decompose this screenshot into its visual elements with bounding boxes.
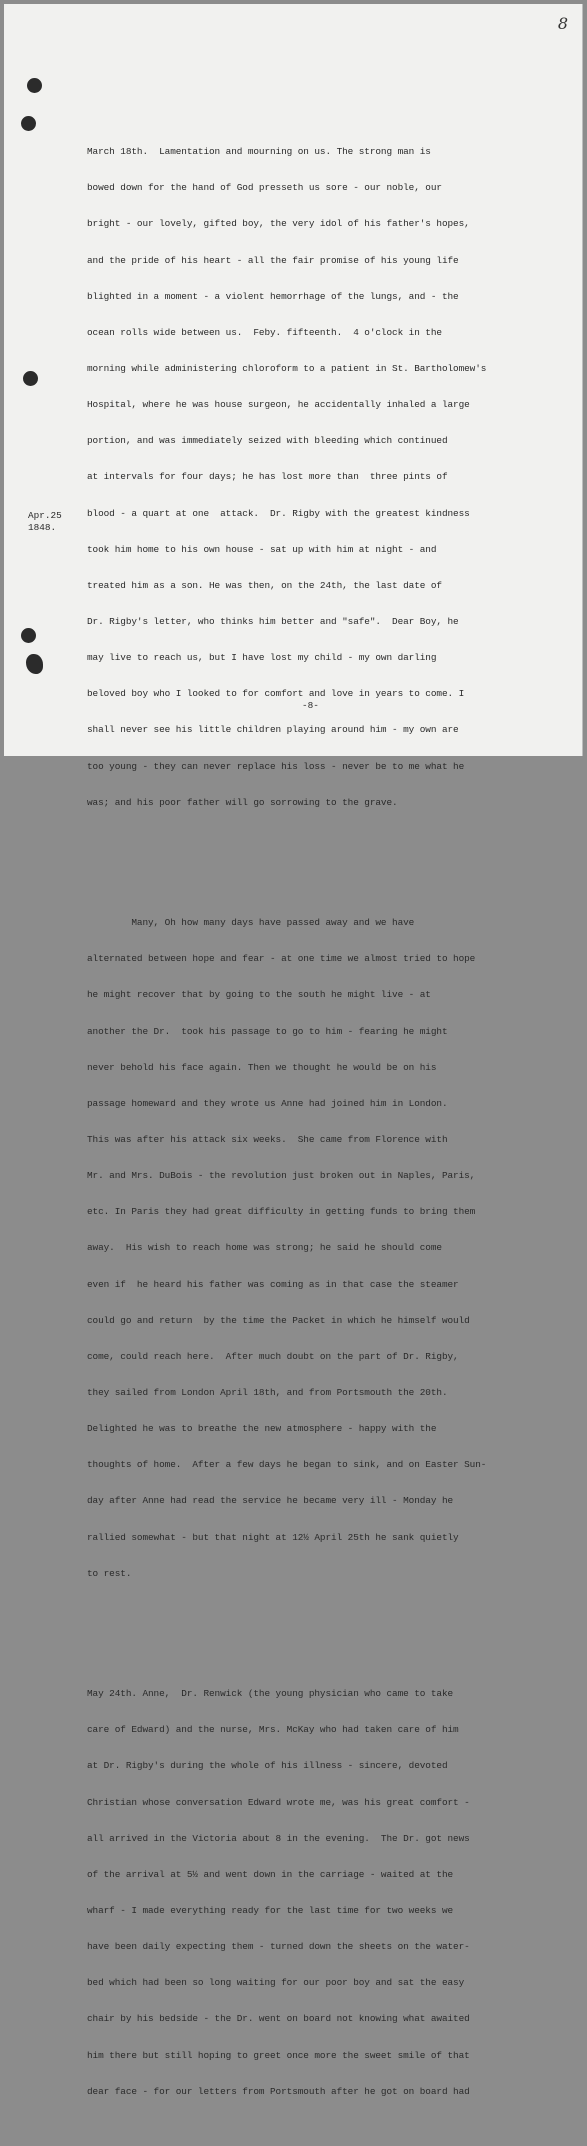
text-line: to rest. <box>87 1567 132 1579</box>
text-line: ocean rolls wide between us. Feby. fifteenth. 4 o'clock in the <box>87 326 442 338</box>
text-line: Christian whose conversation Edward wrote me, was his great comfort - <box>87 1796 470 1808</box>
text-line: blood - a quart at one attack. Dr. Rigby with the greatest kindness <box>87 507 470 519</box>
text-line: took him home to his own house - sat up with him at night - and <box>87 543 437 555</box>
text-line: Mr. and Mrs. DuBois - the revolution just broken out in Naples, Paris, <box>87 1170 476 1182</box>
text-line: bowed down for the hand of God presseth us sore - our noble, our <box>87 182 442 194</box>
text-line: Hospital, where he was house surgeon, he accidentally inhaled a large <box>87 399 470 411</box>
text-line: alternated between hope and fear - at one time we almost tried to hope <box>87 953 476 965</box>
text-line: come, could reach here. After much doubt on the part of Dr. Rigby, <box>87 1350 459 1362</box>
text-line: thoughts of home. After a few days he began to sink, and on Easter Sun- <box>87 1459 487 1471</box>
text-line: care of Edward) and the nurse, Mrs. McKay who had taken care of him <box>87 1724 459 1736</box>
binder-hole-torn <box>26 654 43 674</box>
text-line: at intervals for four days; he has lost more than three pints of <box>87 471 448 483</box>
paragraph-march-18 <box>87 122 567 833</box>
text-line: could go and return by the time the Packet in which he himself would <box>87 1314 470 1326</box>
binder-hole-4 <box>21 628 36 643</box>
text-line: never behold his face again. Then we thought he would be on his <box>87 1061 437 1073</box>
text-line: day after Anne had read the service he became very ill - Monday he <box>87 1495 454 1507</box>
text-line: away. His wish to reach home was strong; he said he should come <box>87 1242 442 1254</box>
text-line: he might recover that by going to the south he might live - at <box>87 989 431 1001</box>
text-line: and the pride of his heart - all the fair promise of his young life <box>87 254 459 266</box>
margin-note-line: Apr.25 <box>28 510 62 521</box>
text-line: bright - our lovely, gifted boy, the very idol of his father's hopes, <box>87 218 470 230</box>
text-line: This was after his attack six weeks. She came from Florence with <box>87 1134 448 1146</box>
document-body <box>87 98 567 2146</box>
text-line: portion, and was immediately seized with bleeding which continued <box>87 435 448 447</box>
paragraph-gap <box>87 857 567 869</box>
text-line: rallied somewhat - but that night at 12½ April 25th he sank quietly <box>87 1531 459 1543</box>
typed-page <box>4 4 583 2097</box>
text-line: bed which had been so long waiting for our poor boy and sat the easy <box>87 1977 465 1989</box>
text-line: him there but still hoping to greet once more the sweet smile of that <box>87 2049 470 2061</box>
paragraph-may-24 <box>87 1664 567 2122</box>
text-line: was; and his poor father will go sorrowing to the grave. <box>87 796 398 808</box>
text-line: may live to reach us, but I have lost my child - my own darling <box>87 652 437 664</box>
text-line: of the arrival at 5½ and went down in the carriage - waited at the <box>87 1868 454 1880</box>
text-line: all arrived in the Victoria about 8 in the evening. The Dr. got news <box>87 1832 470 1844</box>
text-line: even if he heard his father was coming as in that case the steamer <box>87 1278 459 1290</box>
margin-note-line: 1848. <box>28 522 57 533</box>
margin-date-note <box>28 510 62 534</box>
text-line: chair by his bedside - the Dr. went on board not knowing what awaited <box>87 2013 470 2025</box>
text-line: March 18th. Lamentation and mourning on us. The strong man is <box>87 146 431 158</box>
paragraph-many-days <box>87 893 567 1604</box>
text-line: beloved boy who I looked to for comfort and love in years to come. I <box>87 688 465 700</box>
text-line: Many, Oh how many days have passed away and we have <box>87 917 415 929</box>
text-line: wharf - I made everything ready for the last time for two weeks we <box>87 1905 454 1917</box>
text-line: another the Dr. took his passage to go to him - fearing he might <box>87 1025 448 1037</box>
text-line: at Dr. Rigby's during the whole of his illness - sincere, devoted <box>87 1760 448 1772</box>
text-line: May 24th. Anne, Dr. Renwick (the young physician who came to take <box>87 1688 454 1700</box>
text-line: passage homeward and they wrote us Anne had joined him in London. <box>87 1097 448 1109</box>
text-line: too young - they can never replace his loss - never be to me what he <box>87 760 465 772</box>
handwritten-page-number: 8 <box>557 14 568 33</box>
text-line: treated him as a son. He was then, on the 24th, the last date of <box>87 579 442 591</box>
text-line: morning while administering chloroform to a patient in St. Bartholomew's <box>87 363 487 375</box>
binder-hole-1 <box>27 78 42 93</box>
text-line: etc. In Paris they had great difficulty in getting funds to bring them <box>87 1206 476 1218</box>
text-line: blighted in a moment - a violent hemorrhage of the lungs, and - the <box>87 290 459 302</box>
binder-hole-3 <box>23 371 38 386</box>
text-line: dear face - for our letters from Portsmouth after he got on board had <box>87 2085 470 2097</box>
binder-hole-2 <box>21 116 36 131</box>
text-line: shall never see his little children playing around him - my own are <box>87 724 459 736</box>
text-line: Dr. Rigby's letter, who thinks him better and "safe". Dear Boy, he <box>87 616 459 628</box>
footer-page-number: -8- <box>302 700 319 711</box>
paragraph-gap <box>87 1628 567 1640</box>
text-line: they sailed from London April 18th, and from Portsmouth the 20th. <box>87 1387 448 1399</box>
text-line: Delighted he was to breathe the new atmosphere - happy with the <box>87 1423 437 1435</box>
text-line: have been daily expecting them - turned down the sheets on the water- <box>87 1941 470 1953</box>
